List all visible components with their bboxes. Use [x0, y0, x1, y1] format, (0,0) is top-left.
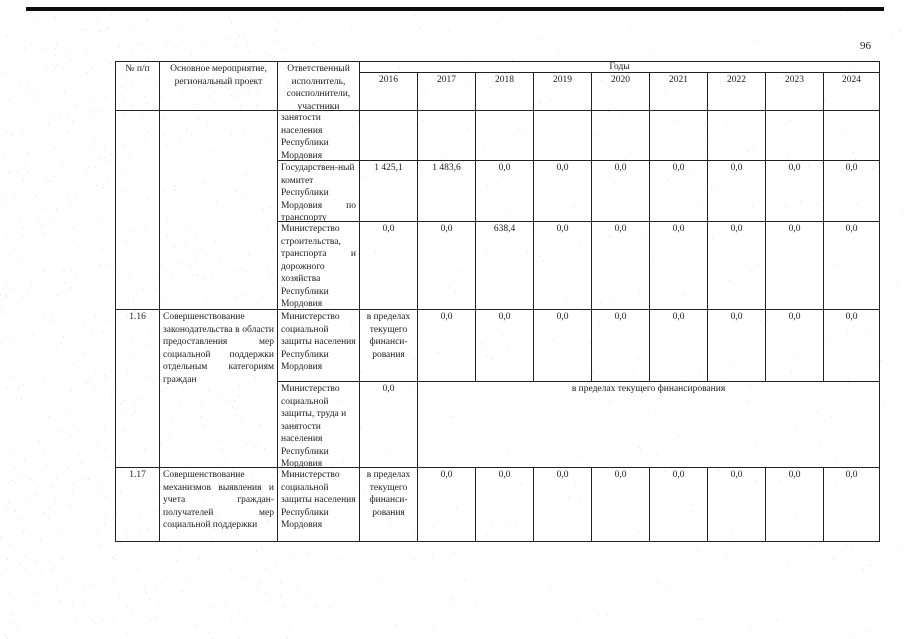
cell-value: 0,0: [824, 222, 880, 310]
cell-value: 0,0: [650, 161, 708, 222]
cell-value: 0,0: [592, 468, 650, 542]
cell-value: 0,0: [476, 161, 534, 222]
year-2022: 2022: [708, 73, 766, 111]
header-main-activity: Основное мероприятие, региональный проект: [160, 62, 278, 111]
cell-value: 0,0: [824, 310, 880, 382]
cell-value: [766, 111, 824, 161]
year-2018: 2018: [476, 73, 534, 111]
year-2016: 2016: [360, 73, 418, 111]
cell-value: [824, 111, 880, 161]
cell-value: 0,0: [360, 222, 418, 310]
cell-value: 0,0: [650, 222, 708, 310]
cell-value: 0,0: [766, 222, 824, 310]
cell-value: 0,0: [650, 310, 708, 382]
cell-value: 0,0: [360, 382, 418, 468]
header-no: № п/п: [116, 62, 160, 111]
cell-value: [708, 111, 766, 161]
cell-value: 0,0: [766, 310, 824, 382]
cell-value: в пределах текущего финанси-рования: [360, 468, 418, 542]
cell-value: 0,0: [708, 222, 766, 310]
cell-value: 0,0: [534, 468, 592, 542]
cell-value: 0,0: [766, 468, 824, 542]
cell-activity: Совершенствование механизмов выявления и учета граждан-получателей мер социальной поддержки: [160, 468, 278, 542]
cell-activity-continuation: [160, 111, 278, 310]
cell-activity: Совершенствование законодательства в области предоставления мер социальной поддержки отдельным категориям граждан: [160, 310, 278, 468]
cell-executor: Государствен-ный комитет Республики Мордовия по транспорту: [278, 161, 360, 222]
cell-executor: Министерство социальной защиты населения Республики Мордовия: [278, 468, 360, 542]
page-number: 96: [860, 40, 871, 52]
cell-value: 1 425,1: [360, 161, 418, 222]
year-2017: 2017: [418, 73, 476, 111]
year-2021: 2021: [650, 73, 708, 111]
cell-value: 0,0: [592, 161, 650, 222]
funding-table: [115, 61, 880, 542]
cell-merged-funding-note: в пределах текущего финансирования: [418, 382, 880, 468]
cell-value: 0,0: [650, 468, 708, 542]
year-2019: 2019: [534, 73, 592, 111]
cell-value: 0,0: [534, 161, 592, 222]
cell-value: 0,0: [708, 310, 766, 382]
scan-border-bar: [26, 7, 884, 11]
cell-value: в пределах текущего финанси-рования: [360, 310, 418, 382]
cell-value: [476, 111, 534, 161]
cell-value: 0,0: [708, 161, 766, 222]
cell-executor: занятости населения Республики Мордовия: [278, 111, 360, 161]
cell-value: 0,0: [592, 222, 650, 310]
header-executor: Ответственный исполнитель, соисполнители, участники: [278, 62, 360, 111]
cell-value: 1 483,6: [418, 161, 476, 222]
cell-value: 0,0: [592, 310, 650, 382]
cell-executor: Министерство социальной защиты, труда и занятости населения Республики Мордовия: [278, 382, 360, 468]
cell-value: 0,0: [476, 468, 534, 542]
cell-value: [360, 111, 418, 161]
cell-value: 0,0: [766, 161, 824, 222]
cell-value: 0,0: [418, 222, 476, 310]
cell-no: 1.16: [116, 310, 160, 468]
cell-value: 0,0: [418, 310, 476, 382]
cell-value: [418, 111, 476, 161]
cell-value: 0,0: [824, 161, 880, 222]
cell-executor: Министерство строительства, транспорта и дорожного хозяйства Республики Мордовия: [278, 222, 360, 310]
year-2024: 2024: [824, 73, 880, 111]
cell-value: 0,0: [708, 468, 766, 542]
cell-value: 0,0: [534, 310, 592, 382]
cell-value: 638,4: [476, 222, 534, 310]
cell-no: 1.17: [116, 468, 160, 542]
cell-value: 0,0: [534, 222, 592, 310]
cell-value: 0,0: [824, 468, 880, 542]
header-years: Годы: [360, 62, 880, 73]
cell-no-continuation: [116, 111, 160, 310]
cell-value: [534, 111, 592, 161]
cell-value: 0,0: [418, 468, 476, 542]
year-2023: 2023: [766, 73, 824, 111]
cell-value: 0,0: [476, 310, 534, 382]
cell-value: [650, 111, 708, 161]
cell-executor: Министерство социальной защиты населения Республики Мордовия: [278, 310, 360, 382]
year-2020: 2020: [592, 73, 650, 111]
cell-value: [592, 111, 650, 161]
